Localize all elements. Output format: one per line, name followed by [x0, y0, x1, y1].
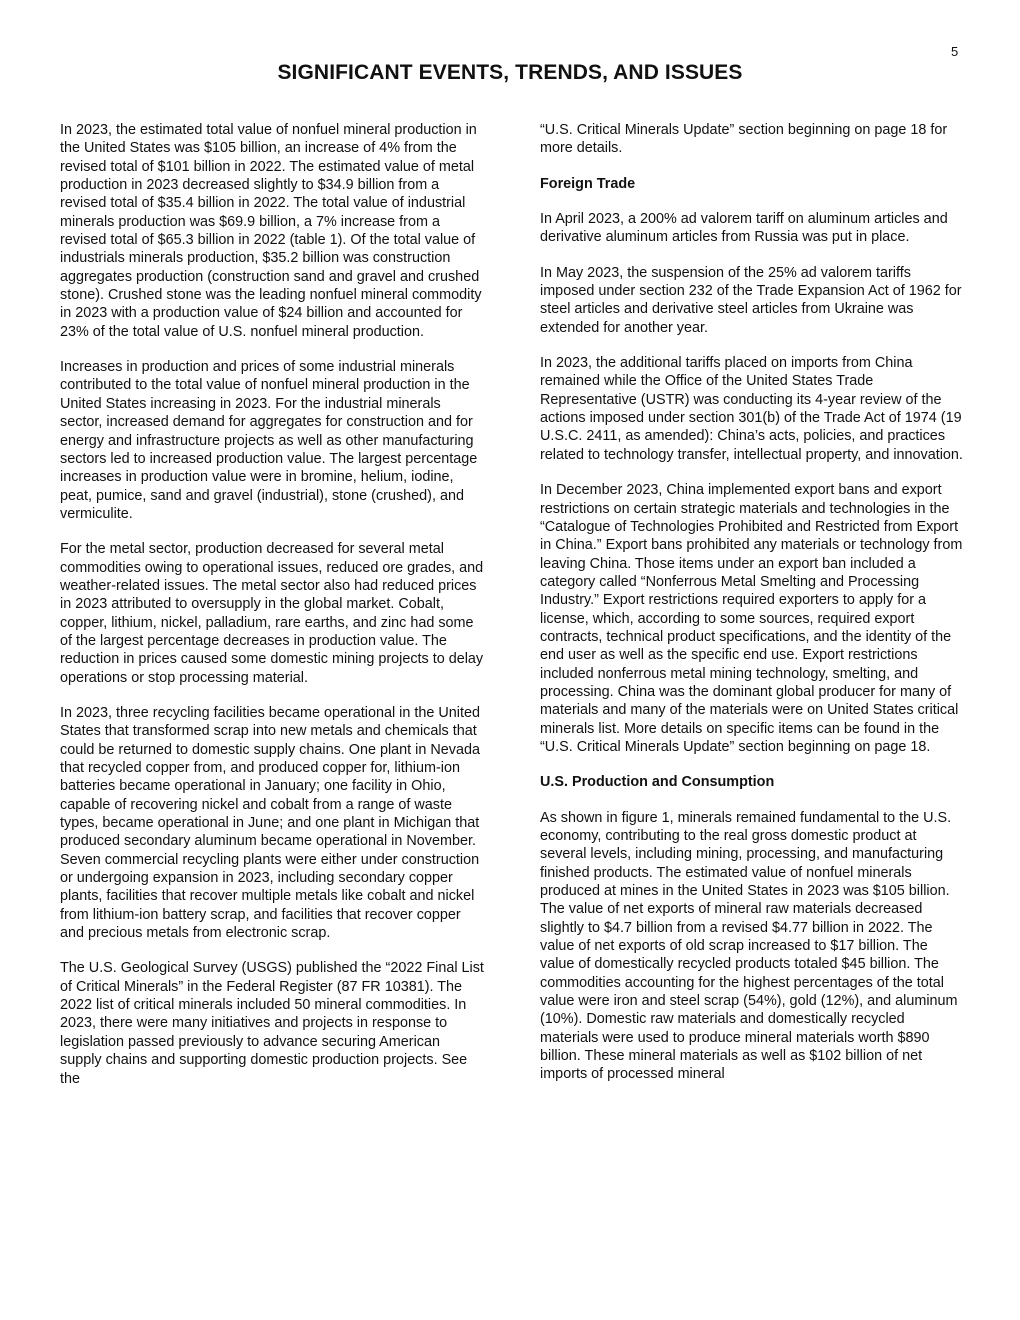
- paragraph-production-consumption: As shown in figure 1, minerals remained fundamental to the U.S. economy, contributing to the real gross domestic product at several levels, including mining, processing, and manufacturing finished products. The estimated value of nonfuel minerals produced at mines in the United States in 2023 was $105 billion. The value of net exports of mineral raw materials decreased slightly to $4.7 billion from a revised $4.77 billion in 2022. The value of net exports of old scrap increased to $17 billion. The value of domestically recycled products totaled $45 billion. The commodities accounting for the highest percentages of the total value were iron and steel scrap (54%), gold (12%), and aluminum (10%). Domestic raw materials and domestically recycled materials were used to produce mineral materials worth $890 billion. These mineral materials as well as $102 billion of net imports of processed mineral: [540, 809, 958, 1083]
- right-column: [540, 121, 964, 1101]
- paragraph-china-tariffs: In 2023, the additional tariffs placed on imports from China remained while the Office of the United States Trade Representative (USTR) was conducting its 4-year review of the actions imposed under section 301(b) of the Trade Act of 1974 (19 U.S.C. 2411, as amended): China’s acts, policies, and practices related to technology transfer, intellectual property, and innovation.: [540, 355, 963, 463]
- paragraph-industrial-minerals: Increases in production and prices of some industrial minerals contributed to the total value of nonfuel mineral production in the United States increasing in 2023. For the industrial minerals sector, increased demand for aggregates for construction and for energy and infrastructure projects as well as other manufacturing sectors led to increased production value. The largest percentage increases in production value were in bromine, helium, iodine, peat, pumice, sand and gravel (industrial), stone (crushed), and vermiculite.: [60, 359, 478, 522]
- paragraph-critical-minerals: The U.S. Geological Survey (USGS) published the “2022 Final List of Critical Minerals” in the Federal Register (87 FR 10381). The 2022 list of critical minerals included 50 mineral commodities. In 2023, there were many initiatives and projects in response to legislation passed previously to advance securing American supply chains and supporting domestic production projects. See the: [60, 960, 484, 1087]
- paragraph-china-export-bans: In December 2023, China implemented export bans and export restrictions on certain strategic materials and technologies in the “Catalogue of Technologies Prohibited and Restricted from Export in China.” Export bans prohibited any materials or technology from leaving China. Those items under an export ban included a category called “Nonferrous Metal Smelting and Processing Industry.” Export restrictions required exporters to apply for a license, which, according to some sources, required export contracts, technical product specifications, and the identity of the end user as well as the specific end use. Export restrictions included nonferrous metal mining technology, smelting, and processing. China was the dominant global producer for many of materials and many of the materials were on United States critical minerals list. More details on specific items can be found in the “U.S. Critical Minerals Update” section beginning on page 18.: [540, 482, 963, 755]
- left-column: [60, 121, 484, 1105]
- paragraph-metal-sector: For the metal sector, production decreased for several metal commodities owing to operational issues, reduced ore grades, and weather-related issues. The metal sector also had reduced prices in 2023 attributed to oversupply in the global market. Cobalt, copper, lithium, nickel, palladium, rare earths, and zinc had some of the largest percentage decreases in production value. The reduction in prices caused some domestic mining projects to delay operations or stop processing material.: [60, 541, 484, 686]
- section-heading-production: U.S. Production and Consumption: [540, 774, 775, 791]
- paragraph-recycling-facilities: In 2023, three recycling facilities became operational in the United States that transformed scrap into new metals and chemicals that could be returned to domestic supply chains. One plant in Nevada that recycled copper from, and produced copper for, lithium-ion batteries became operational in January; one facility in Ohio, capable of recovering nickel and cobalt from a range of waste types, became operational in June; and one plant in Michigan that produced secondary aluminum became operational in November. Seven commercial recycling plants were either under construction or undergoing expansion in 2023, including secondary copper plants, facilities that recover multiple metals like cobalt and nickel from lithium-ion battery scrap, and facilities that recover copper and precious metals from electronic scrap.: [60, 704, 480, 942]
- page-title: SIGNIFICANT EVENTS, TRENDS, AND ISSUES: [277, 61, 743, 84]
- section-heading-foreign-trade: Foreign Trade: [540, 175, 636, 192]
- paragraph-ukraine-steel: In May 2023, the suspension of the 25% ad valorem tariffs imposed under section 232 of the Trade Expansion Act of 1962 for steel articles and derivative steel articles from Ukraine was extended for another year.: [540, 264, 962, 336]
- paragraph-continuation: “U.S. Critical Minerals Update” section beginning on page 18 for more details.: [540, 122, 948, 157]
- paragraph-aluminum-tariff: In April 2023, a 200% ad valorem tariff on aluminum articles and derivative aluminum articles from Russia was put in place.: [540, 211, 948, 246]
- paragraph-nonfuel-value: In 2023, the estimated total value of nonfuel mineral production in the United States was $105 billion, an increase of 4% from the revised total of $101 billion in 2022. The estimated value of metal production in 2023 decreased slightly to $34.9 billion from a revised total of $35.4 billion in 2022. The total value of industrial minerals production was $69.9 billion, a 7% increase from a revised total of $65.3 billion in 2022 (table 1). Of the total value of industrials minerals production, $35.2 billion was construction aggregates production (construction sand and gravel and crushed stone). Crushed stone was the leading nonfuel mineral commodity in 2023 with a production value of $24 billion and accounted for 23% of the total value of U.S. nonfuel mineral production.: [60, 122, 482, 340]
- page-number: 5: [951, 44, 959, 59]
